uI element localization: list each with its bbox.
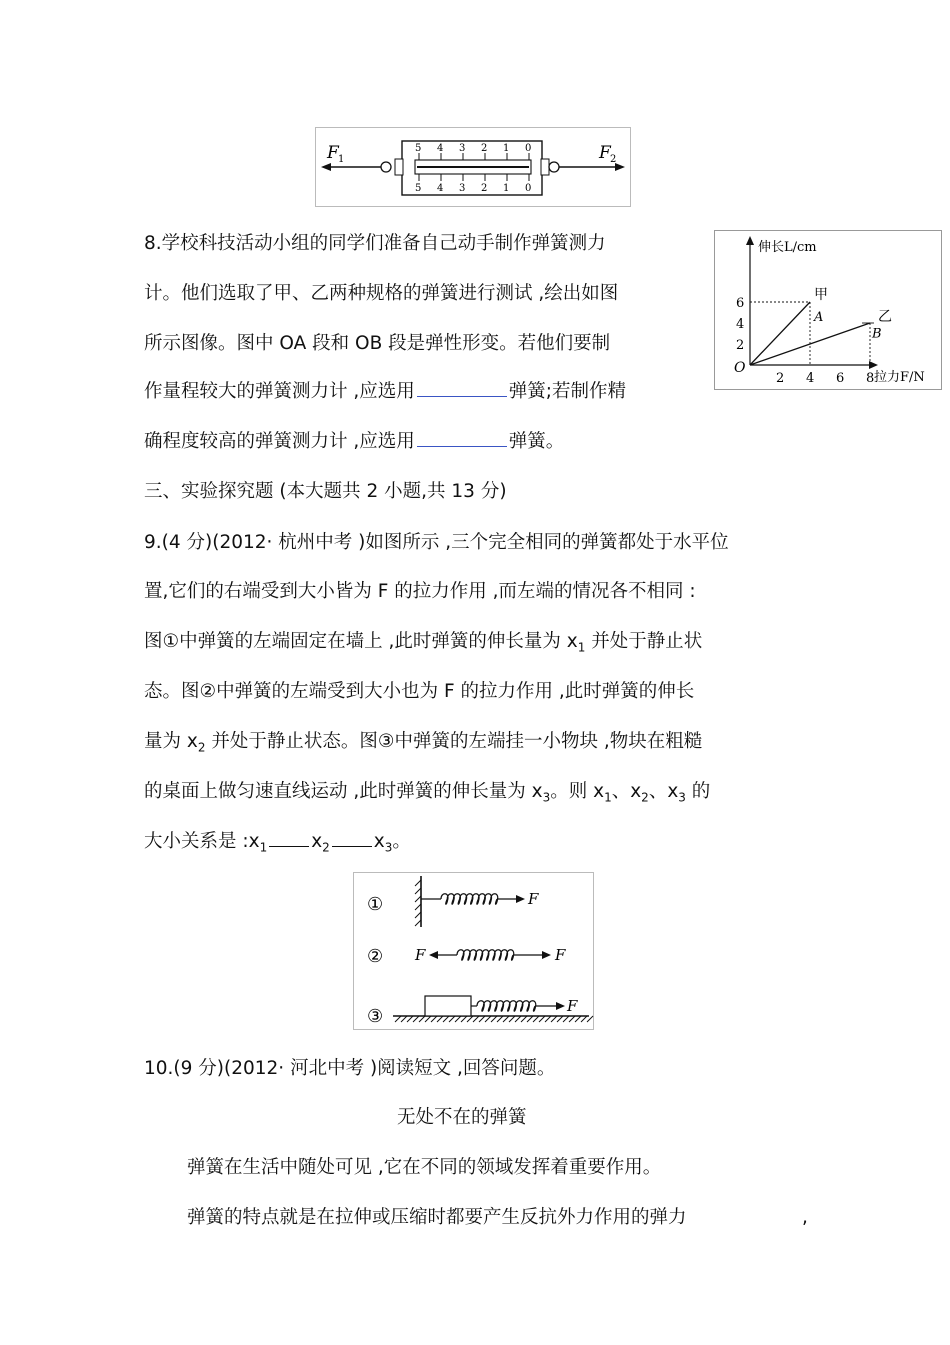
answer-blank-1[interactable] bbox=[417, 395, 507, 397]
q9-line-7-text: 大小关系是 :x bbox=[144, 831, 260, 852]
q8-line-1: 8.学校科技活动小组的同学们准备自己动手制作弹簧测力 bbox=[144, 233, 606, 254]
scale-number-bottom: 4 bbox=[437, 183, 444, 194]
point-b-label: B bbox=[872, 326, 882, 342]
extension-force-graph bbox=[714, 230, 942, 390]
springs-figure bbox=[353, 872, 594, 1030]
q8-line-4 bbox=[144, 380, 626, 404]
q9-line-7-text-b: x bbox=[311, 831, 323, 852]
subscript: 2 bbox=[197, 740, 206, 755]
q9-line-6-text-c: 、x bbox=[611, 781, 642, 802]
x-tick-label: 6 bbox=[836, 371, 845, 386]
q9-line-7 bbox=[144, 830, 411, 860]
answer-blank-2[interactable] bbox=[417, 445, 507, 447]
scale-number-top: 0 bbox=[525, 143, 532, 154]
spring-balance-figure bbox=[315, 127, 631, 207]
q8-line-5-text-b: 弹簧。 bbox=[508, 431, 565, 452]
subscript: 3 bbox=[542, 790, 551, 805]
answer-blank-4[interactable] bbox=[332, 845, 372, 847]
scale-number-bottom: 2 bbox=[481, 183, 488, 194]
subscript: 3 bbox=[384, 840, 393, 855]
q9-line-7-text-c: x bbox=[373, 831, 385, 852]
q9-line-7-text-d: 。 bbox=[392, 831, 411, 852]
force-label: F bbox=[555, 946, 566, 964]
q9-line-5 bbox=[144, 730, 702, 760]
y-tick-label: 4 bbox=[736, 317, 745, 332]
q10-line-1: 10.(9 分)(2012· 河北中考 )阅读短文 ,回答问题。 bbox=[144, 1058, 556, 1079]
f1-sub: 1 bbox=[338, 154, 345, 165]
q9-line-2: 置,它们的右端受到大小皆为 F 的拉力作用 ,而左端的情况各不相同 : bbox=[144, 581, 696, 602]
scale-number-top: 2 bbox=[481, 143, 488, 154]
figure-label-1: ① bbox=[367, 894, 384, 915]
q9-line-4: 态。图②中弹簧的左端受到大小也为 F 的拉力作用 ,此时弹簧的伸长 bbox=[144, 681, 695, 702]
q9-line-3 bbox=[144, 630, 702, 660]
q9-line-6-text: 的桌面上做匀速直线运动 ,此时弹簧的伸长量为 x bbox=[144, 781, 543, 802]
f2-sub: 2 bbox=[610, 154, 617, 165]
f1-label: F bbox=[327, 143, 339, 163]
scale-number-bottom: 5 bbox=[415, 183, 422, 194]
article-paragraph-2: 弹簧的特点就是在拉伸或压缩时都要产生反抗外力作用的弹力 bbox=[187, 1207, 687, 1228]
q9-line-5-text: 量为 x bbox=[144, 731, 198, 752]
force-label: F bbox=[567, 997, 578, 1015]
y-tick-label: 2 bbox=[736, 338, 745, 353]
figure-label-2: ② bbox=[367, 946, 384, 967]
q9-line-6-text-e: 的 bbox=[685, 781, 711, 802]
subscript: 2 bbox=[322, 840, 330, 855]
q9-line-3-text: 图①中弹簧的左端固定在墙上 ,此时弹簧的伸长量为 x bbox=[144, 631, 578, 652]
section-3-heading: 三、实验探究题 (本大题共 2 小题,共 13 分) bbox=[144, 481, 507, 502]
subscript: 3 bbox=[678, 790, 686, 805]
force-label: F bbox=[528, 890, 539, 908]
force-label: F bbox=[415, 946, 426, 964]
scale-number-bottom: 1 bbox=[503, 183, 510, 194]
subscript: 1 bbox=[259, 840, 268, 855]
q8-line-4-text: 作量程较大的弹簧测力计 ,应选用 bbox=[144, 381, 415, 402]
x-tick-label: 2 bbox=[776, 371, 785, 386]
scale-number-top: 5 bbox=[415, 143, 422, 154]
y-axis-label: 伸长L/cm bbox=[758, 240, 817, 255]
q9-line-5-text-b: 并处于静止状态。图③中弹簧的左端挂一小物块 ,物块在粗糙 bbox=[205, 731, 703, 752]
scale-number-top: 3 bbox=[459, 143, 466, 154]
x-tick-label: 4 bbox=[806, 371, 815, 386]
series-b-label: 乙 bbox=[878, 309, 892, 325]
scale-number-bottom: 3 bbox=[459, 183, 466, 194]
q9-line-6-text-b: 。则 x bbox=[550, 781, 605, 802]
q8-line-4-text-b: 弹簧;若制作精 bbox=[508, 381, 626, 402]
answer-blank-3[interactable] bbox=[269, 845, 309, 847]
q9-line-6 bbox=[144, 780, 710, 810]
article-paragraph-1: 弹簧在生活中随处可见 ,它在不同的领域发挥着重要作用。 bbox=[187, 1157, 662, 1178]
q8-line-2: 计。他们选取了甲、乙两种规格的弹簧进行测试 ,绘出如图 bbox=[144, 283, 619, 304]
q9-line-1: 9.(4 分)(2012· 杭州中考 )如图所示 ,三个完全相同的弹簧都处于水平位 bbox=[144, 532, 729, 553]
q9-line-6-text-d: 、x bbox=[648, 781, 679, 802]
subscript: 2 bbox=[641, 790, 649, 805]
scale-number-top: 4 bbox=[437, 143, 444, 154]
x-axis-label: 拉力F/N bbox=[874, 370, 925, 385]
q8-line-5-text: 确程度较高的弹簧测力计 ,应选用 bbox=[144, 431, 415, 452]
origin-label: O bbox=[734, 360, 746, 376]
f2-label: F bbox=[599, 143, 611, 163]
y-tick-label: 6 bbox=[736, 296, 745, 311]
article-title: 无处不在的弹簧 bbox=[397, 1107, 527, 1128]
block bbox=[425, 996, 471, 1016]
figure-label-3: ③ bbox=[367, 1006, 384, 1027]
scale-number-top: 1 bbox=[503, 143, 510, 154]
q8-line-5 bbox=[144, 430, 564, 454]
series-a-label: 甲 bbox=[814, 287, 828, 303]
point-a-label: A bbox=[814, 309, 824, 325]
q9-line-3-text-b: 并处于静止状 bbox=[585, 631, 703, 652]
x-tick-label: 8 bbox=[866, 371, 875, 386]
q8-line-3: 所示图像。图中 OA 段和 OB 段是弹性形变。若他们要制 bbox=[144, 333, 611, 354]
article-paragraph-2-end: , bbox=[802, 1207, 808, 1228]
subscript: 1 bbox=[577, 640, 586, 655]
subscript: 1 bbox=[604, 790, 612, 805]
scale-number-bottom: 0 bbox=[525, 183, 532, 194]
